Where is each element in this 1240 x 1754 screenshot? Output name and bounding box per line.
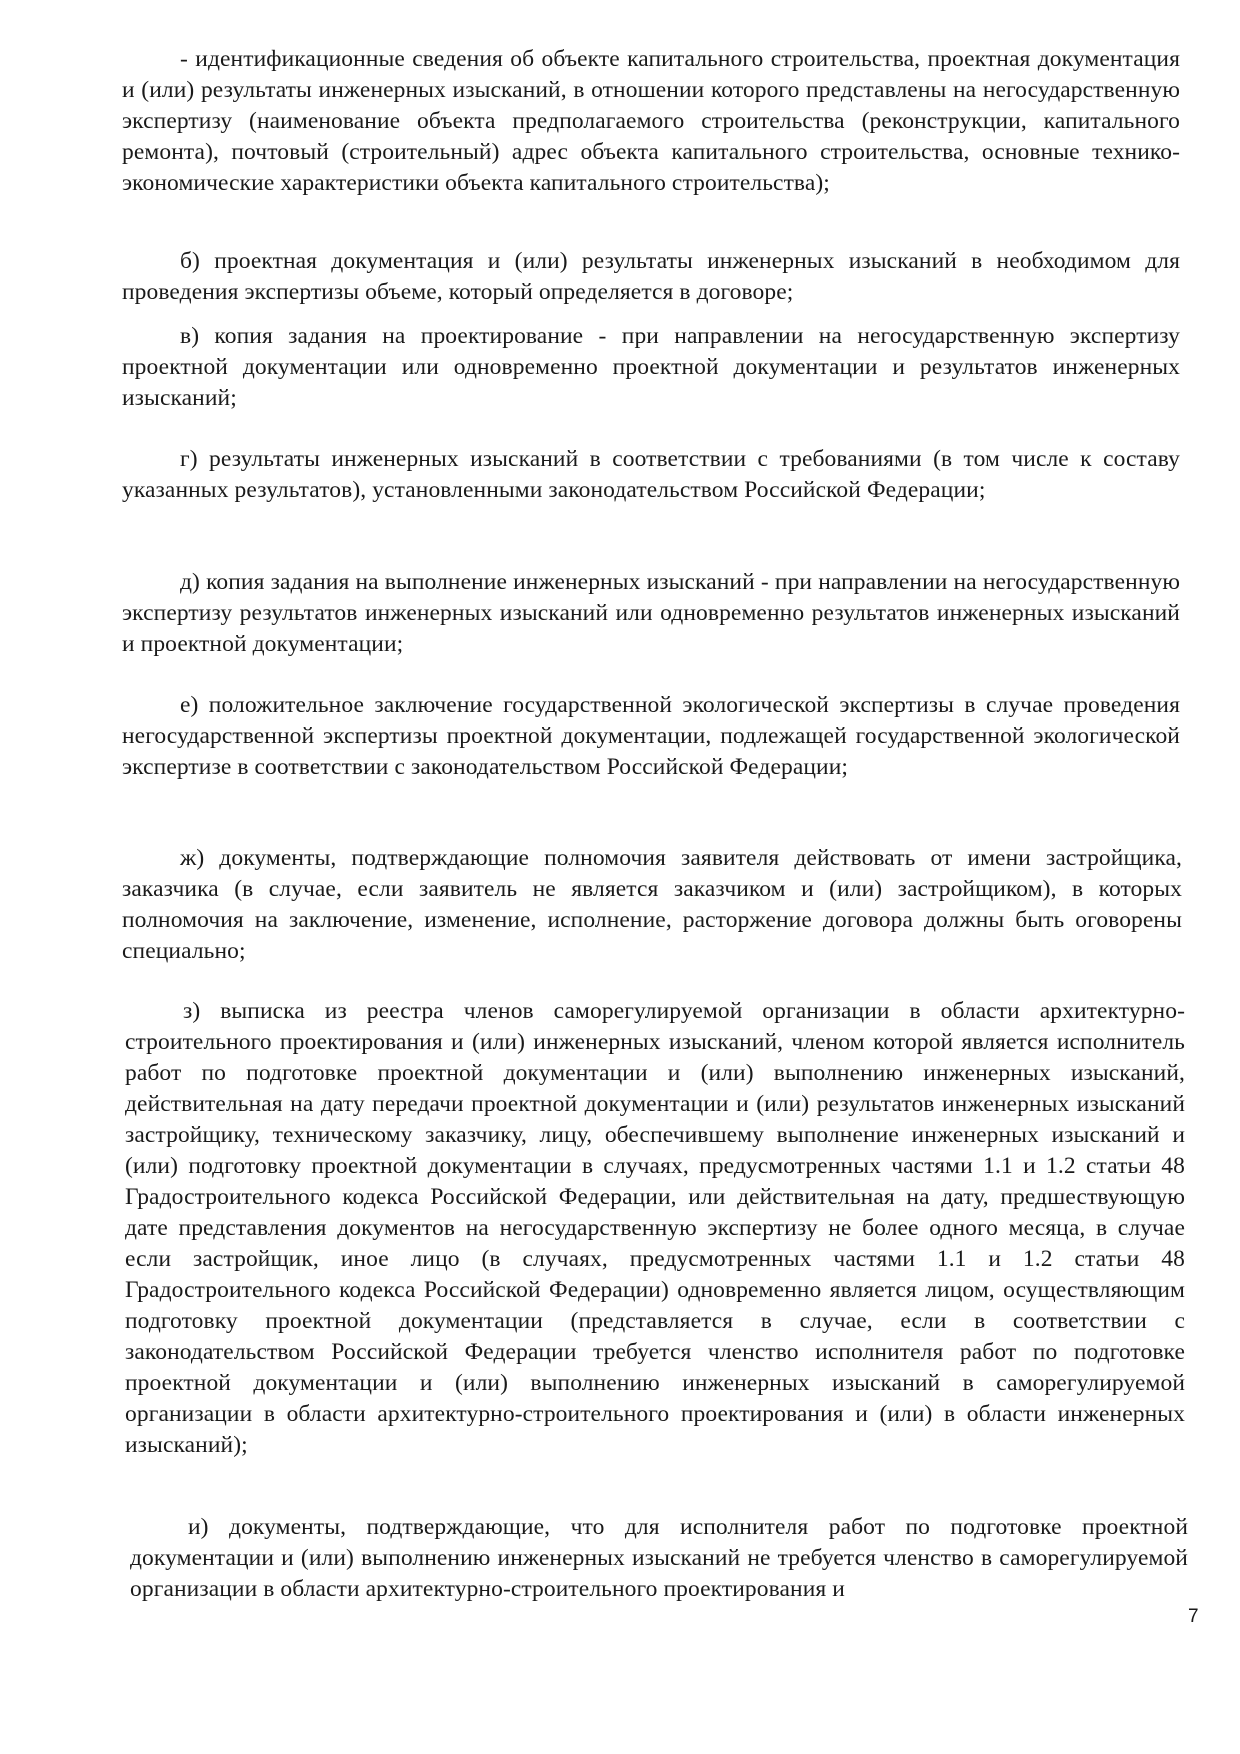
paragraph-d: д) копия задания на выполнение инженерных изысканий - при направлении на негосударственную экспертизу результатов инженерных изысканий или одновременно результатов инженерных изысканий и проектной документации; [122,569,1180,657]
paragraph-i: и) документы, подтверждающие, что для исполнителя работ по подготовке проектной документации и (или) выполнению инженерных изысканий не требуется членство в саморегулируемой организации в области архитектурно-строительного проектирования и [130,1514,1188,1602]
paragraph-zh: ж) документы, подтверждающие полномочия заявителя действовать от имени застройщика, заказчика (в случае, если заявитель не является заказчиком и (или) застройщиком), в которых полномочия на заключение, изменение, исполнение, расторжение договора должны быть оговорены специально; [122,845,1182,964]
paragraph-z: з) выписка из реестра членов саморегулируемой организации в области архитектурно-строительного проектирования и (или) инженерных изысканий, членом которой является исполнитель работ по подготовке проектной документации и (или) выполнению инженерных изысканий, действительная на дату передачи проектной документации и (или) результатов инженерных изысканий застройщику, техническому заказчику, лицу, обеспечившему выполнение инженерных изысканий и (или) подготовку проектной документации в случаях, предусмотренных частями 1.1 и 1.2 статьи 48 Градостроительного кодекса Российской Федерации, или действительная на дату, предшествующую дате представления документов на негосударственную экспертизу не более одного месяца, в случае если застройщик, иное лицо (в случаях, предусмотренных частями 1.1 и 1.2 статьи 48 Градостроительного кодекса Российской Федерации) одновременно является лицом, осуществляющим подготовку проектной документации (представляется в случае, если в соответствии с законодательством Российской Федерации требуется членство исполнителя работ по подготовке проектной документации и (или) выполнению инженерных изысканий в саморегулируемой организации в области архитектурно-строительного проектирования и (или) в области инженерных изысканий); [125,998,1185,1458]
paragraph-b: б) проектная документация и (или) результаты инженерных изысканий в необходимом для проведения экспертизы объеме, который определяется в договоре; [122,248,1180,305]
paragraph-v: в) копия задания на проектирование - при направлении на негосударственную экспертизу проектной документации или одновременно проектной документации и результатов инженерных изысканий; [122,323,1180,411]
page-number: 7 [1188,1606,1199,1627]
paragraph-g: г) результаты инженерных изысканий в соответствии с требованиями (в том числе к составу указанных результатов), установленными законодательством Российской Федерации; [122,446,1180,503]
paragraph-e: е) положительное заключение государственной экологической экспертизы в случае проведения негосударственной экспертизы проектной документации, подлежащей государственной экологической экспертизе в соответствии с законодательством Российской Федерации; [122,692,1180,780]
paragraph-object-identification: - идентификационные сведения об объекте капитального строительства, проектная документация и (или) результаты инженерных изысканий, в отношении которого представлены на негосударственную экспертизу (наименование объекта предполагаемого строительства (реконструкции, капитального ремонта), почтовый (строительный) адрес объекта капитального строительства, основные технико-экономические характеристики объекта капитального строительства); [122,46,1180,196]
